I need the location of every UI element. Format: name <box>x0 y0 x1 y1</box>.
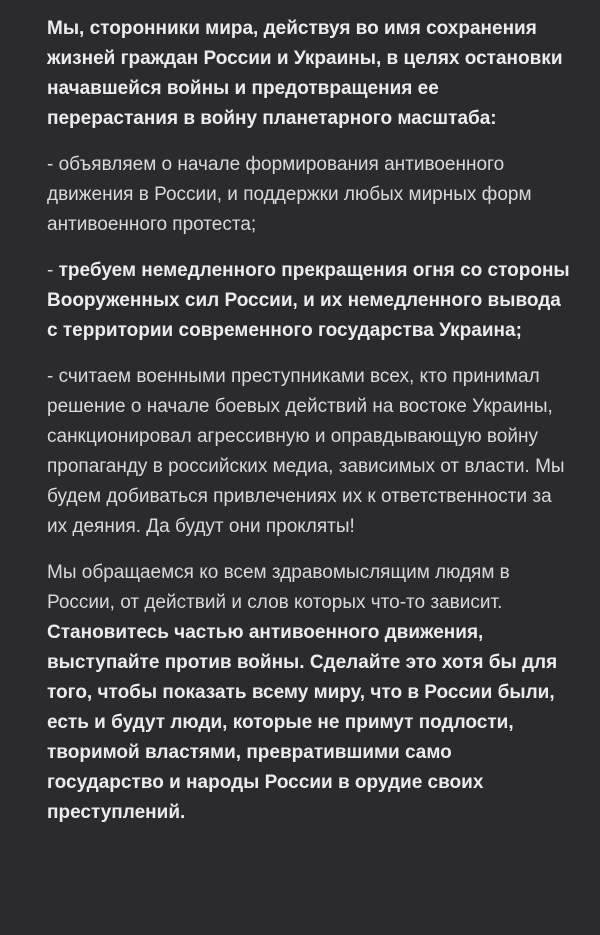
intro-paragraph: Мы, сторонники мира, действуя во имя сохранения жизней граждан России и Украины, в целях остановки начавшейся войны и предотвращения ее перерастания в войну планетарного масштаба: <box>47 18 563 129</box>
appeal-call-to-action: Становитесь частью антивоенного движения, выступайте против войны. Сделайте это хотя бы для того, чтобы показать всему миру, что в России были, есть и будут люди, которые не примут подлости, творимой властями, превратившими само государство и народы России в орудие своих преступлений. <box>47 622 558 823</box>
appeal-text: Мы обращаемся ко всем здравомыслящим людям в России, от действий и слов которых что-то зависит. <box>47 562 510 613</box>
demand-item-2-text: требуем немедленного прекращения огня со стороны Вооруженных сил России, и их немедленного вывода с территории современного государства Украина; <box>47 260 570 341</box>
appeal-paragraph <box>47 558 570 828</box>
demand-item-2-dash: - <box>47 260 59 281</box>
demand-item-3: - считаем военными преступниками всех, кто принимал решение о начале боевых действий на востоке Украины, санкционировал агрессивную и оправдывающую войну пропаганду в российских медиа, зависимых от власти. Мы будем добиваться привлечениях их к ответственности за их деяния. Да будут они прокляты! <box>47 366 565 537</box>
demand-item-2 <box>47 256 570 346</box>
demand-item-1: - объявляем о начале формирования антивоенного движения в России, и поддержки любых мирных форм антивоенного протеста; <box>47 154 532 235</box>
